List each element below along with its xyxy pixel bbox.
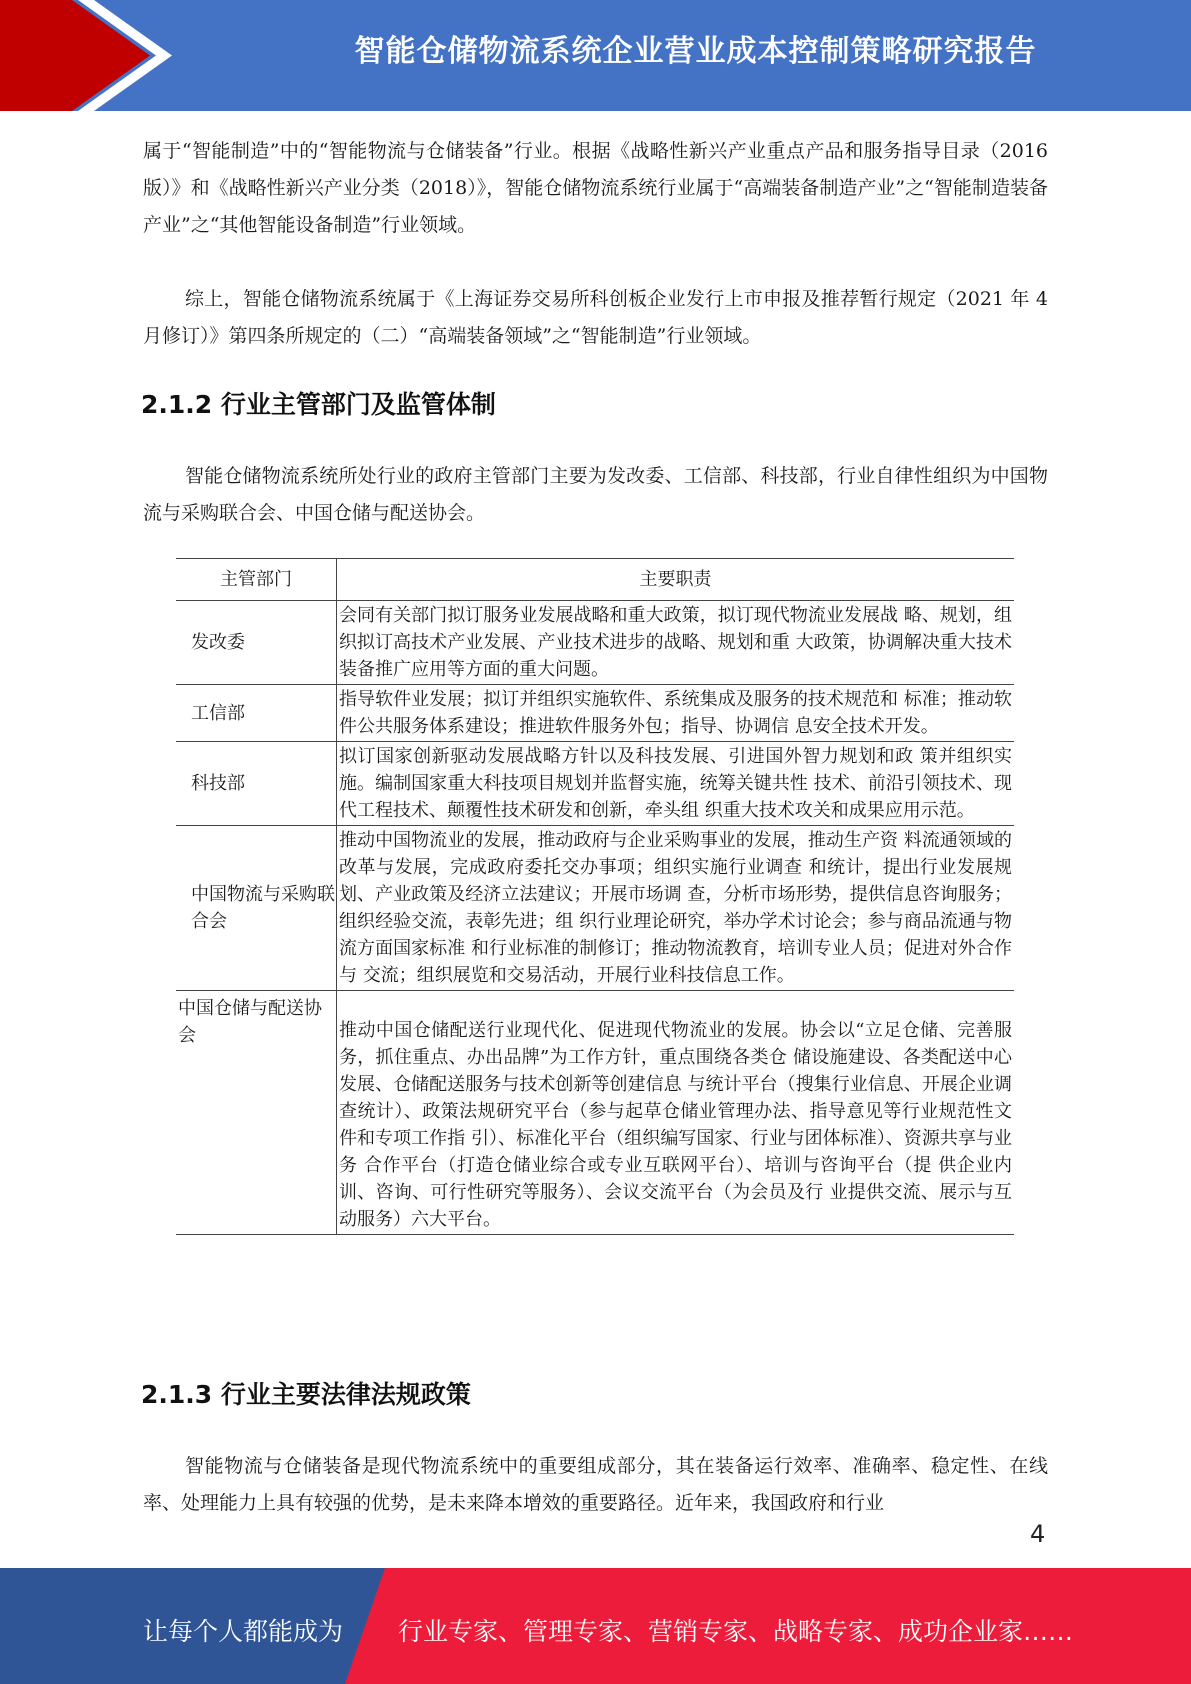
column-header-duties: 主要职责 bbox=[639, 569, 712, 590]
footer-slogan-left: 让每个人都能成为 bbox=[143, 1617, 344, 1646]
header-banner bbox=[0, 0, 1191, 111]
document-title: 智能仓储物流系统企业营业成本控制策略研究报告 bbox=[354, 34, 1037, 69]
table-row bbox=[176, 601, 1014, 685]
section-heading-2-1-3: 2.1.3 行业主要法律法规政策 bbox=[141, 1380, 471, 1409]
duty-cell: 拟订国家创新驱动发展战略方针以及科技发展、引进国外智力规划和政 策并组织实施。编制国家重大科技项目规划并监督实施，统筹关键共性 技术、前沿引领技术、现代工程技术、颠覆性技术研发和创新，牵头组 织重大技术攻关和成果应用示范。 bbox=[339, 746, 1012, 821]
paragraph-summary: 综上，智能仓储物流系统属于《上海证券交易所科创板企业发行上市申报及推荐暂行规定（2021 年 4 月修订）》第四条所规定的（二）“高端装备领域”之“智能制造”行业领域。 bbox=[143, 288, 1048, 347]
footer-slogan-right: 行业专家、管理专家、营销专家、战略专家、成功企业家…… bbox=[398, 1617, 1074, 1646]
duty-cell: 指导软件业发展；拟订并组织实施软件、系统集成及服务的技术规范和 标准；推动软件公共服务体系建设；推进软件服务外包；指导、协调信 息安全技术开发。 bbox=[339, 689, 1012, 737]
paragraph-industry-classification: 属于“智能制造”中的“智能物流与仓储装备”行业。根据《战略性新兴产业重点产品和服务指导目录（2016 版）》和《战略性新兴产业分类（2018）》，智能仓储物流系统行业属于“高端装备制造产业”之“智能制造装备产业”之“其他智能设备制造”行业领域。 bbox=[143, 140, 1048, 236]
footer-banner bbox=[0, 1568, 1191, 1684]
paragraph-logistics-equipment: 智能物流与仓储装备是现代物流系统中的重要组成部分，其在装备运行效率、准确率、稳定性、在线率、处理能力上具有较强的优势，是未来降本增效的重要路径。近年来，我国政府和行业 bbox=[143, 1455, 1048, 1514]
paragraph-authorities: 智能仓储物流系统所处行业的政府主管部门主要为发改委、工信部、科技部，行业自律性组织为中国物流与采购联合会、中国仓储与配送协会。 bbox=[143, 465, 1048, 524]
department-cell: 中国物流与采购联合会 bbox=[176, 826, 337, 991]
table-row bbox=[176, 991, 1014, 1235]
table-header-row bbox=[176, 559, 1014, 601]
section-heading-2-1-2: 2.1.2 行业主管部门及监管体制 bbox=[141, 390, 496, 419]
department-cell: 发改委 bbox=[176, 601, 337, 685]
department-cell: 中国仓储与配送协会 bbox=[176, 991, 337, 1235]
duty-cell: 推动中国仓储配送行业现代化、促进现代物流业的发展。协会以“立足仓储、完善服务，抓住重点、办出品牌”为工作方针，重点围绕各类仓 储设施建设、各类配送中心发展、仓储配送服务与技术创新等创建信息 与统计平台（搜集行业信息、开展企业调查统计）、政策法规研究平台（参与起草仓储业管理办法、指导意见等行业规范性文件和专项工作指 引）、标准化平台（组织编写国家、行业与团体标准）、资源共享与业务 合作平台（打造仓储业综合或专业互联网平台）、培训与咨询平台（提 供企业内训、咨询、可行性研究等服务）、会议交流平台（为会员及行 业提供交流、展示与互动服务）六大平台。 bbox=[339, 1020, 1012, 1230]
table-row bbox=[176, 685, 1014, 742]
column-header-department: 主管部门 bbox=[176, 559, 337, 601]
table-row bbox=[176, 742, 1014, 826]
duty-cell: 会同有关部门拟订服务业发展战略和重大政策，拟订现代物流业发展战 略、规划，组织拟订高技术产业发展、产业技术进步的战略、规划和重 大政策，协调解决重大技术装备推广应用等方面的重大问题。 bbox=[339, 605, 1012, 680]
department-cell: 科技部 bbox=[176, 742, 337, 826]
table-row bbox=[176, 826, 1014, 991]
page-number: 4 bbox=[1030, 1520, 1046, 1548]
duty-cell: 推动中国物流业的发展，推动政府与企业采购事业的发展，推动生产资 料流通领域的改革与发展，完成政府委托交办事项；组织实施行业调查 和统计，提出行业发展规划、产业政策及经济立法建议；开展市场调 查，分析市场形势，提供信息咨询服务；组织经验交流，表彰先进；组 织行业理论研究，举办学术讨论会；参与商品流通与物流方面国家标准 和行业标准的制修订；推动物流教育，培训专业人员；促进对外合作与 交流；组织展览和交易活动，开展行业科技信息工作。 bbox=[339, 830, 1012, 986]
authority-table bbox=[176, 558, 1014, 1235]
department-cell: 工信部 bbox=[176, 685, 337, 742]
